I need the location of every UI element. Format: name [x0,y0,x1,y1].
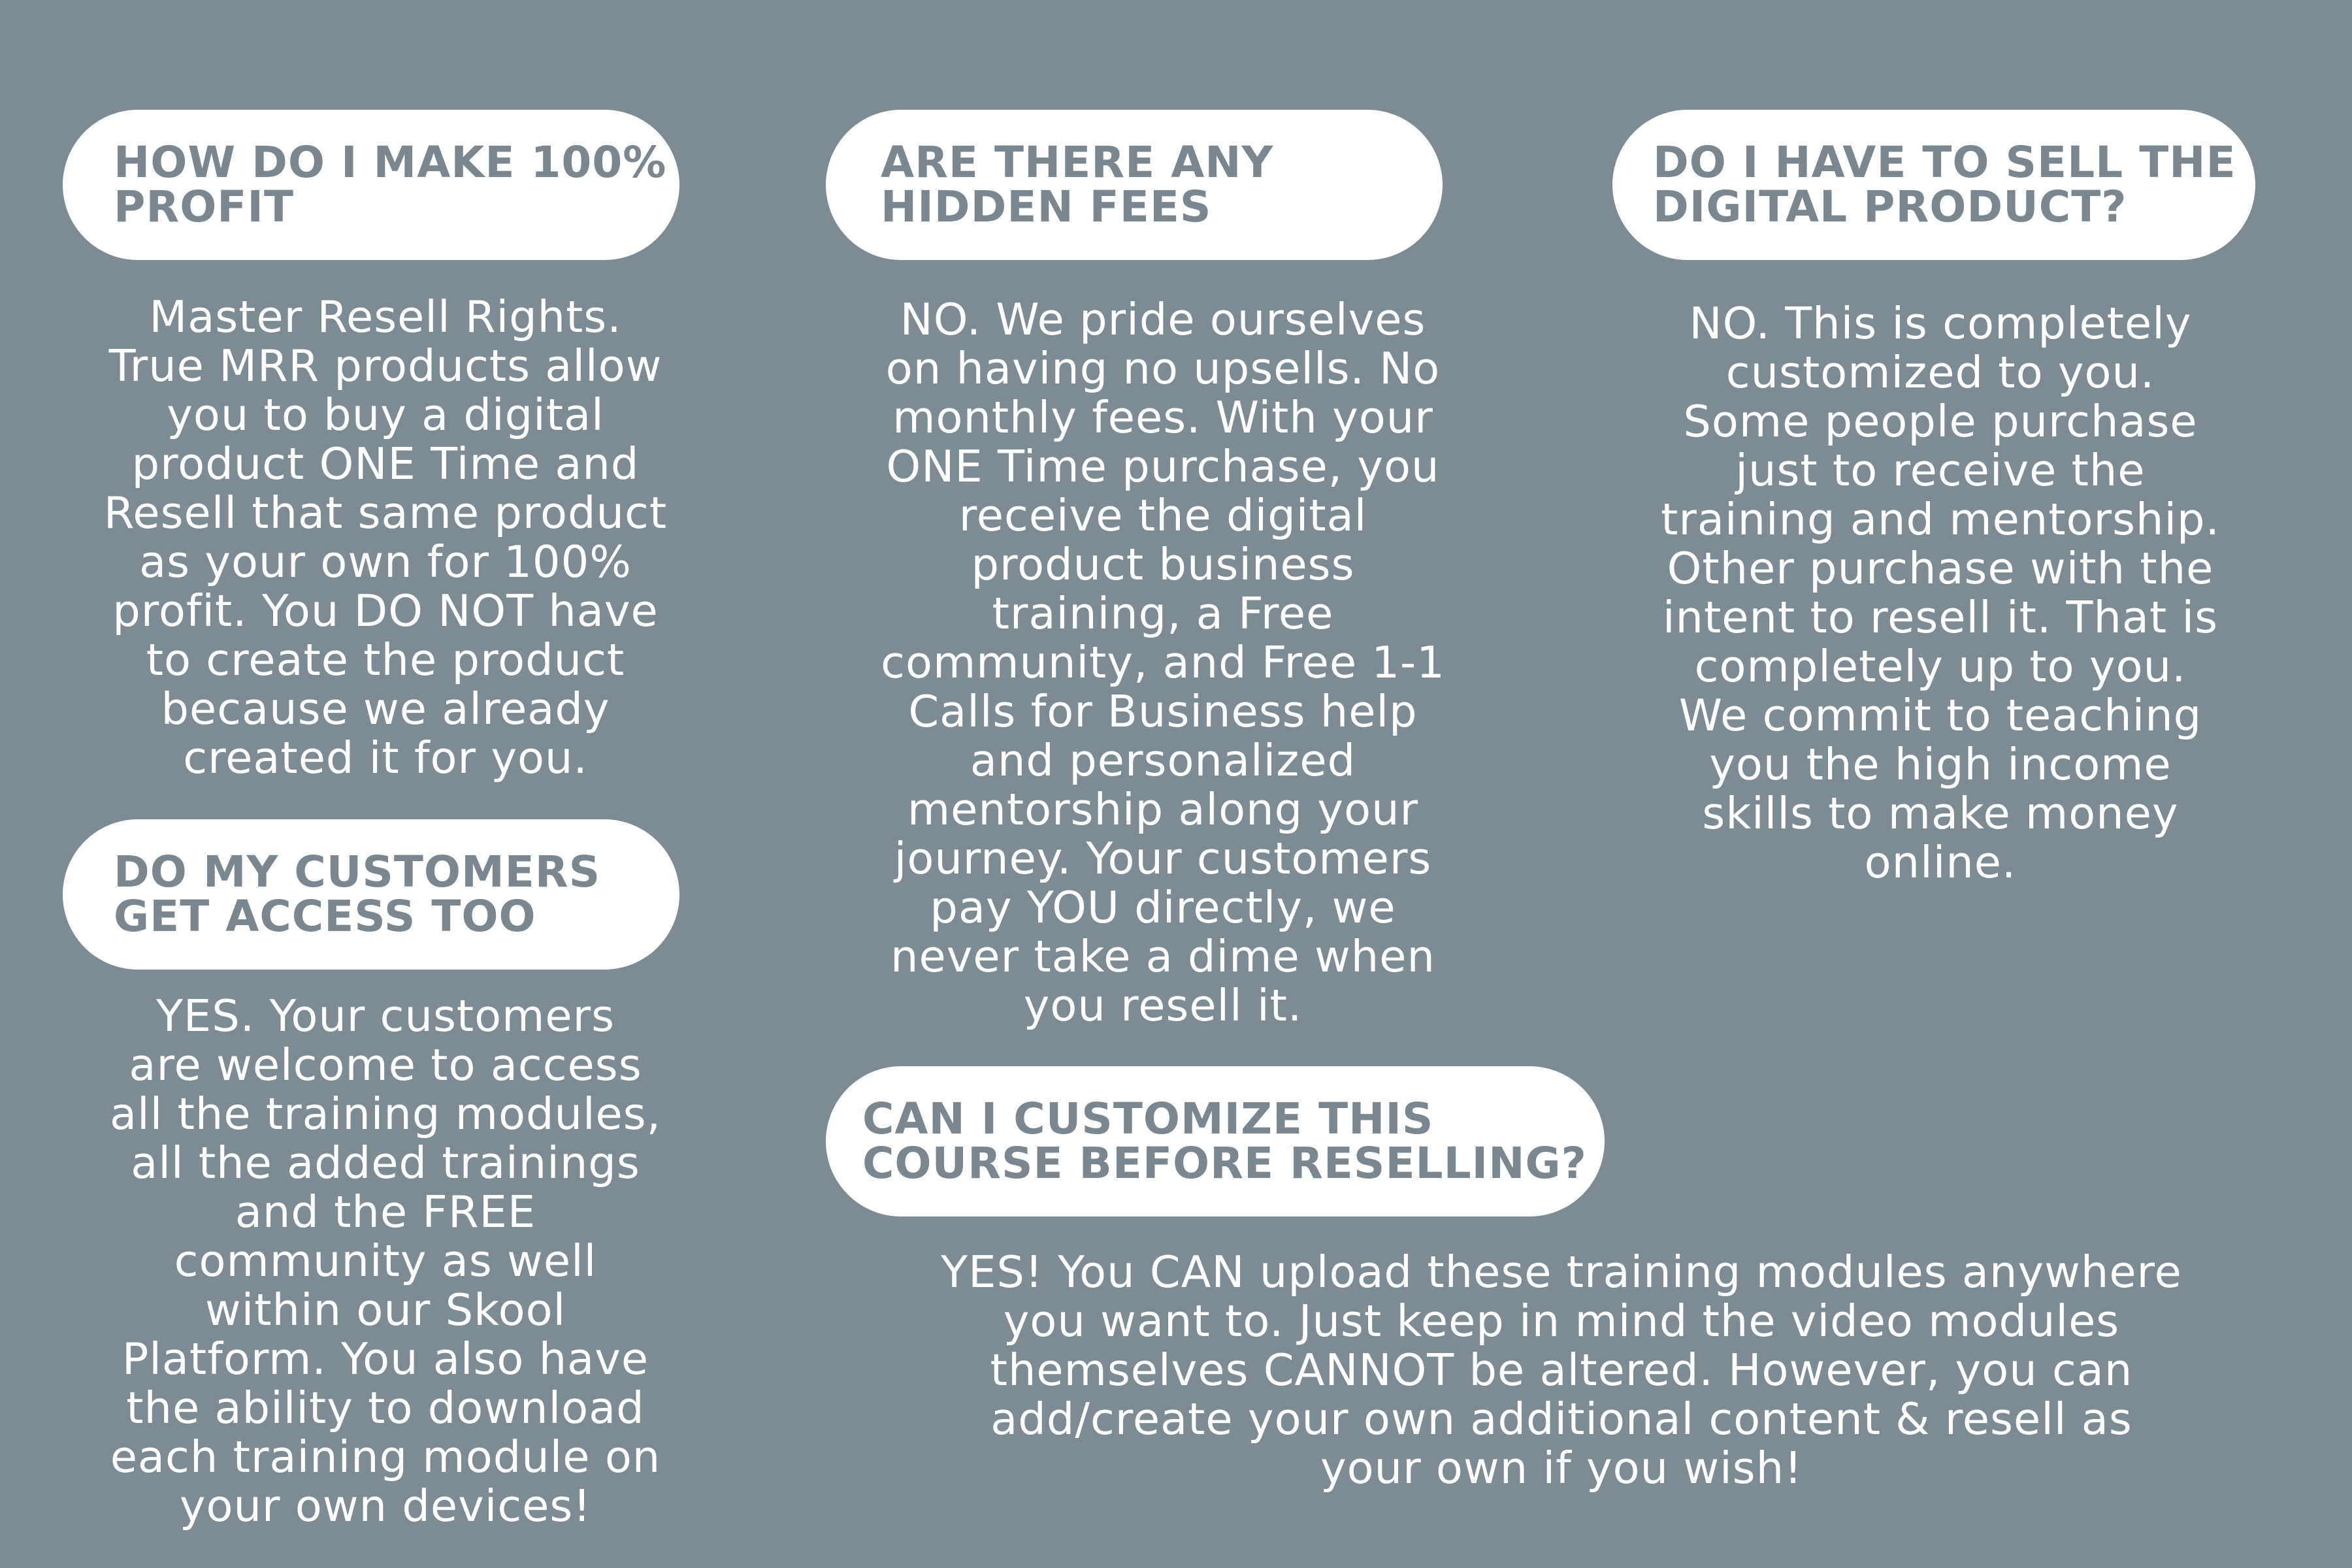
question-text: HOW DO I MAKE 100% PROFIT [114,137,667,232]
question-text: ARE THERE ANY HIDDEN FEES [881,137,1274,232]
faq-question-profit [63,110,679,260]
question-text: CAN I CUSTOMIZE THIS COURSE BEFORE RESELLING? [862,1094,1587,1188]
faq-answer-customer-access: YES. Your customers are welcome to access all the training modules, all the added trainings and the FREE community as well within our Skool Platform. You also have the ability to download each training module on your own devices! [110,990,661,1531]
faq-question-customize [826,1066,1605,1217]
question-text: DO I HAVE TO SELL THE DIGITAL PRODUCT? [1653,137,2236,232]
faq-answer-sell-product: NO. This is completely customized to you. Some people purchase just to receive the training and mentorship. Other purchase with the intent to resell it. That is completely up to you. We commit to teaching you the high income skills to make money online. [1661,298,2220,888]
faq-question-customer-access [63,819,679,970]
faq-answer-hidden-fees: NO. We pride ourselves on having no upsells. No monthly fees. With your ONE Time purchase, you receive the digital product business training, a Free community, and Free 1-1 Calls for Business help and personalized mentorship along your journey. Your customers pay YOU directly, we never take a dime when you resell it. [881,294,1445,1031]
question-text: DO MY CUSTOMERS GET ACCESS TOO [114,847,601,941]
faq-answer-profit: Master Resell Rights. True MRR products allow you to buy a digital product ONE Time and Resell that same product as your own for 100% profit. You DO NOT have to create the product because we already created it for you. [103,291,668,783]
faq-answer-customize: YES! You CAN upload these training modules anywhere you want to. Just keep in mind the video modules themselves CANNOT be altered. However, you can add/create your own additional content & resell as your own if you wish! [941,1247,2182,1494]
faq-question-hidden-fees [826,110,1443,260]
faq-question-sell-product [1612,110,2255,260]
